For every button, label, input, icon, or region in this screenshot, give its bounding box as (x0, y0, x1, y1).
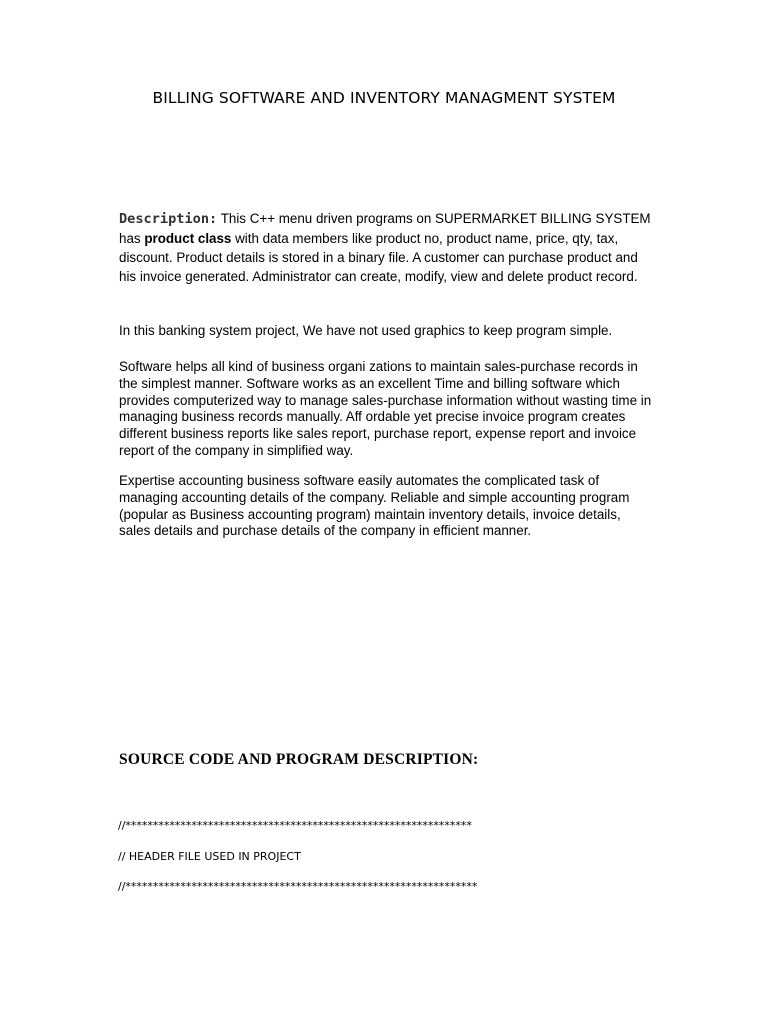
code-comment-line: // HEADER FILE USED IN PROJECT (118, 850, 301, 863)
description-paragraph (119, 209, 654, 286)
description-label: Description: (119, 211, 218, 227)
description-bold-term: product class (144, 231, 232, 246)
description-text-end: with data members like product no, product name, price, qty, tax, discount. Product details is stored in a binary file. A customer can purchase product and his invoice generated. Administrator can create, modify, view and delete product record. (119, 231, 638, 284)
document-title: BILLING SOFTWARE AND INVENTORY MANAGMENT SYSTEM (152, 89, 616, 107)
section-heading: SOURCE CODE AND PROGRAM DESCRIPTION: (119, 751, 479, 768)
paragraph-accounting-software: Expertise accounting business software easily automates the complicated task of managing accounting details of the company. Reliable and simple accounting program (popular as Business accounting program) maintain inventory details, invoice details, sales details and purchase details of the company in efficient manner. (119, 473, 630, 539)
paragraph-graphics-note: In this banking system project, We have not used graphics to keep program simple. (119, 323, 613, 338)
code-comment-line: //*************************************************************** (118, 819, 472, 832)
paragraph-software-overview: Software helps all kind of business organi zations to maintain sales-purchase records in the simplest manner. Software works as an excellent Time and billing software which provides computerized way to manage sales-purchase information without wasting time in managing business records manually. Aff ordable yet precise invoice program creates different business reports like sales report, purchase report, expense report and invoice report of the company in simplified way. (119, 359, 652, 458)
description-text-start: This C++ menu driven programs on SUPERMARKET BILLING SYSTEM has (119, 211, 651, 246)
code-comment-line: //**************************************************************** (118, 880, 478, 893)
